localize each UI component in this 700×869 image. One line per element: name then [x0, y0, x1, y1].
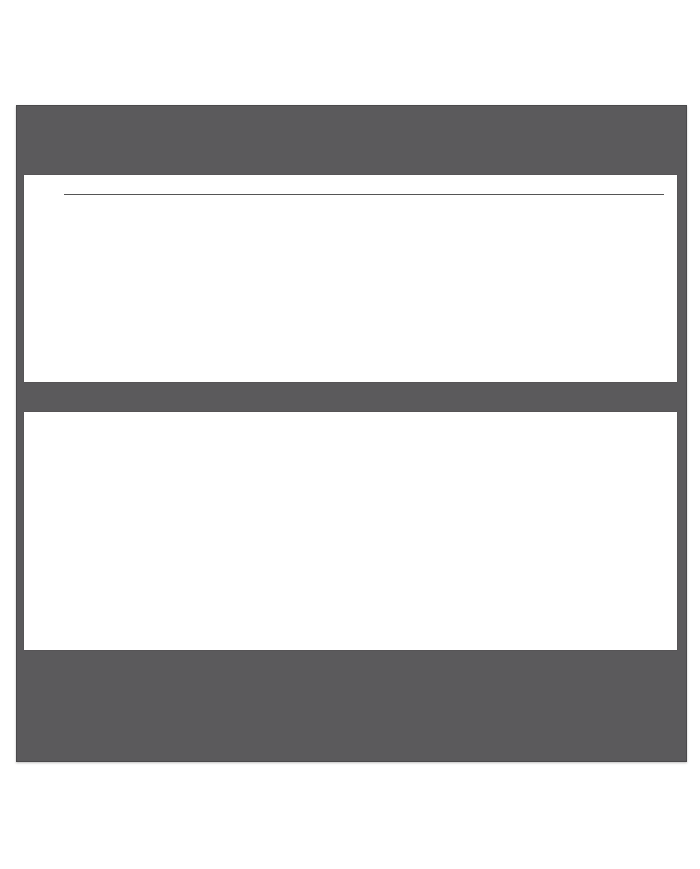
planner-page-bottom	[24, 412, 677, 650]
spiral-binding	[0, 386, 700, 434]
year-line	[64, 194, 664, 195]
planner-page-top	[24, 175, 677, 382]
